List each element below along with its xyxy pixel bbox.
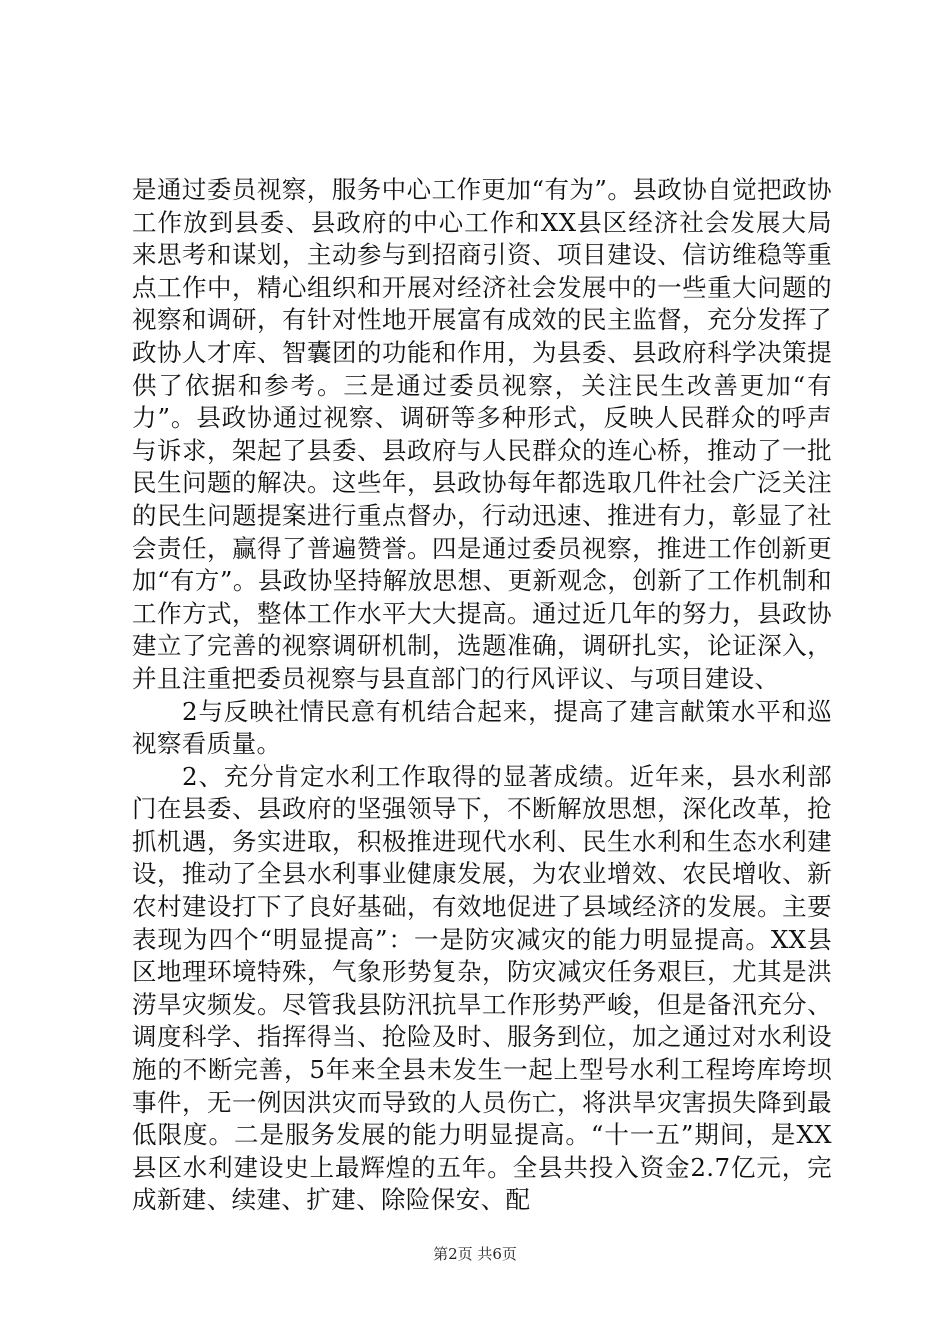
body-paragraph-2: 2与反映社情民意有机结合起来，提高了建言献策水平和巡视察看质量。 <box>132 696 832 759</box>
body-paragraph-3: 2、充分肯定水利工作取得的显著成绩。近年来，县水利部门在县委、县政府的坚强领导下，不断解放思想，深化改革，抢抓机遇，务实进取，积极推进现代水利、民生水利和生态水利建设，推动了全县水利事业健康发展，为农业增效、农民增收、新农村建设打下了良好基础，有效地促进了县域经济的发展。主要表现为四个“明显提高”：一是防灾减灾的能力明显提高。XX县区地理环境特殊，气象形势复杂，防灾减灾任务艰巨，尤其是洪涝旱灾频发。尽管我县防汛抗旱工作形势严峻，但是备汛充分、调度科学、指挥得当、抢险及时、服务到位，加之通过对水利设施的不断完善，5年来全县未发生一起上型号水利工程垮库垮坝事件，无一例因洪灾而导致的人员伤亡，将洪旱灾害损失降到最低限度。二是服务发展的能力明显提高。“十一五”期间，是XX县区水利建设史上最辉煌的五年。全县共投入资金2.7亿元，完成新建、续建、扩建、除险保安、配 <box>132 761 832 1215</box>
page-number-footer: 第2页 共6页 <box>433 1245 517 1263</box>
body-paragraph-1: 是通过委员视察，服务中心工作更加“有为”。县政协自觉把政协工作放到县委、县政府的中心工作和XX县区经济社会发展大局来思考和谋划，主动参与到招商引资、项目建设、信访维稳等重点工作中，精心组织和开展对经济社会发展中的一些重大问题的视察和调研，有针对性地开展富有成效的民主监督，充分发挥了政协人才库、智囊团的功能和作用，为县委、县政府科学决策提供了依据和参考。三是通过委员视察，关注民生改善更加“有力”。县政协通过视察、调研等多种形式，反映人民群众的呼声与诉求，架起了县委、县政府与人民群众的连心桥，推动了一批民生问题的解决。这些年，县政协每年都选取几件社会广泛关注的民生问题提案进行重点督办，行动迅速、推进有力，彰显了社会责任，赢得了普遍赞誉。四是通过委员视察，推进工作创新更加“有方”。县政协坚持解放思想、更新观念，创新了工作机制和工作方式，整体工作水平大大提高。通过近几年的努力，县政协建立了完善的视察调研机制，选题准确，调研扎实，论证深入，并且注重把委员视察与县直部门的行风评议、与项目建设、 <box>132 175 832 693</box>
document-body <box>132 174 832 1217</box>
